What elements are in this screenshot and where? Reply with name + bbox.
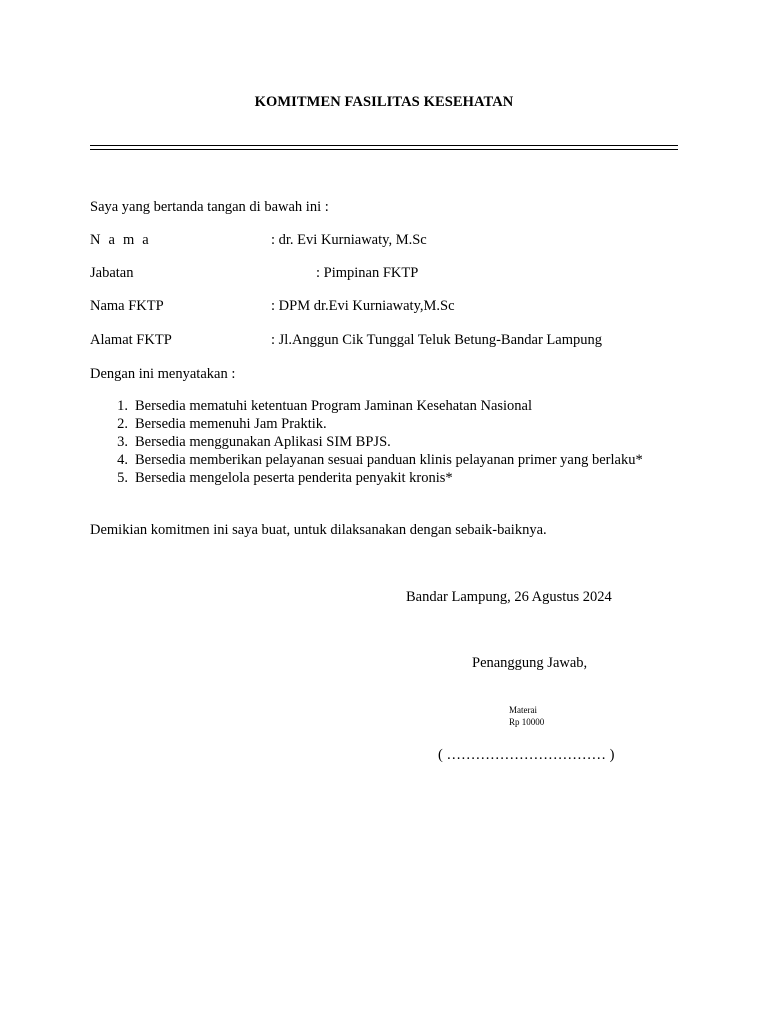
list-item-number: 1. — [117, 398, 128, 414]
nama-label: N a m a — [90, 232, 151, 248]
list-item-text: Bersedia memberikan pelayanan sesuai panduan klinis pelayanan primer yang berlaku* — [135, 452, 643, 468]
jabatan-value: : Pimpinan FKTP — [316, 265, 419, 281]
list-item — [90, 415, 643, 433]
list-item-text: Bersedia mengelola peserta penderita penyakit kronis* — [135, 470, 453, 486]
intro-text: Saya yang bertanda tangan di bawah ini : — [90, 199, 329, 215]
header-rule-bottom — [90, 149, 678, 150]
jabatan-label: Jabatan — [90, 265, 134, 281]
list-item-number: 2. — [117, 416, 128, 432]
document-title: KOMITMEN FASILITAS KESEHATAN — [254, 94, 514, 110]
nama-value: : dr. Evi Kurniawaty, M.Sc — [271, 232, 427, 248]
list-item — [90, 469, 643, 487]
list-item-text: Bersedia memenuhi Jam Praktik. — [135, 416, 327, 432]
closing-text: Demikian komitmen ini saya buat, untuk dilaksanakan dengan sebaik-baiknya. — [90, 522, 547, 538]
list-item-number: 5. — [117, 470, 128, 486]
alamat-fktp-value: : Jl.Anggun Cik Tunggal Teluk Betung-Bandar Lampung — [271, 332, 603, 348]
place-date: Bandar Lampung, 26 Agustus 2024 — [406, 589, 612, 605]
header-rule-top — [90, 145, 678, 146]
list-item — [90, 433, 643, 451]
list-item — [90, 451, 643, 469]
list-item-number: 3. — [117, 434, 128, 450]
responsible-title: Penanggung Jawab, — [472, 655, 588, 671]
alamat-fktp-label: Alamat FKTP — [90, 332, 172, 348]
nama-fktp-value: : DPM dr.Evi Kurniawaty,M.Sc — [271, 298, 455, 314]
stamp-label: Materai — [509, 705, 537, 715]
nama-fktp-label: Nama FKTP — [90, 298, 164, 314]
list-item-number: 4. — [117, 452, 128, 468]
stamp-amount: Rp 10000 — [509, 717, 545, 727]
list-item — [90, 397, 643, 415]
list-item-text: Bersedia menggunakan Aplikasi SIM BPJS. — [135, 434, 391, 450]
signature-line: ( …………………………… ) — [438, 747, 615, 763]
stamp-placeholder — [509, 704, 544, 728]
commitment-list — [90, 397, 643, 487]
list-item-text: Bersedia mematuhi ketentuan Program Jaminan Kesehatan Nasional — [135, 398, 533, 414]
statement-text: Dengan ini menyatakan : — [90, 366, 236, 382]
